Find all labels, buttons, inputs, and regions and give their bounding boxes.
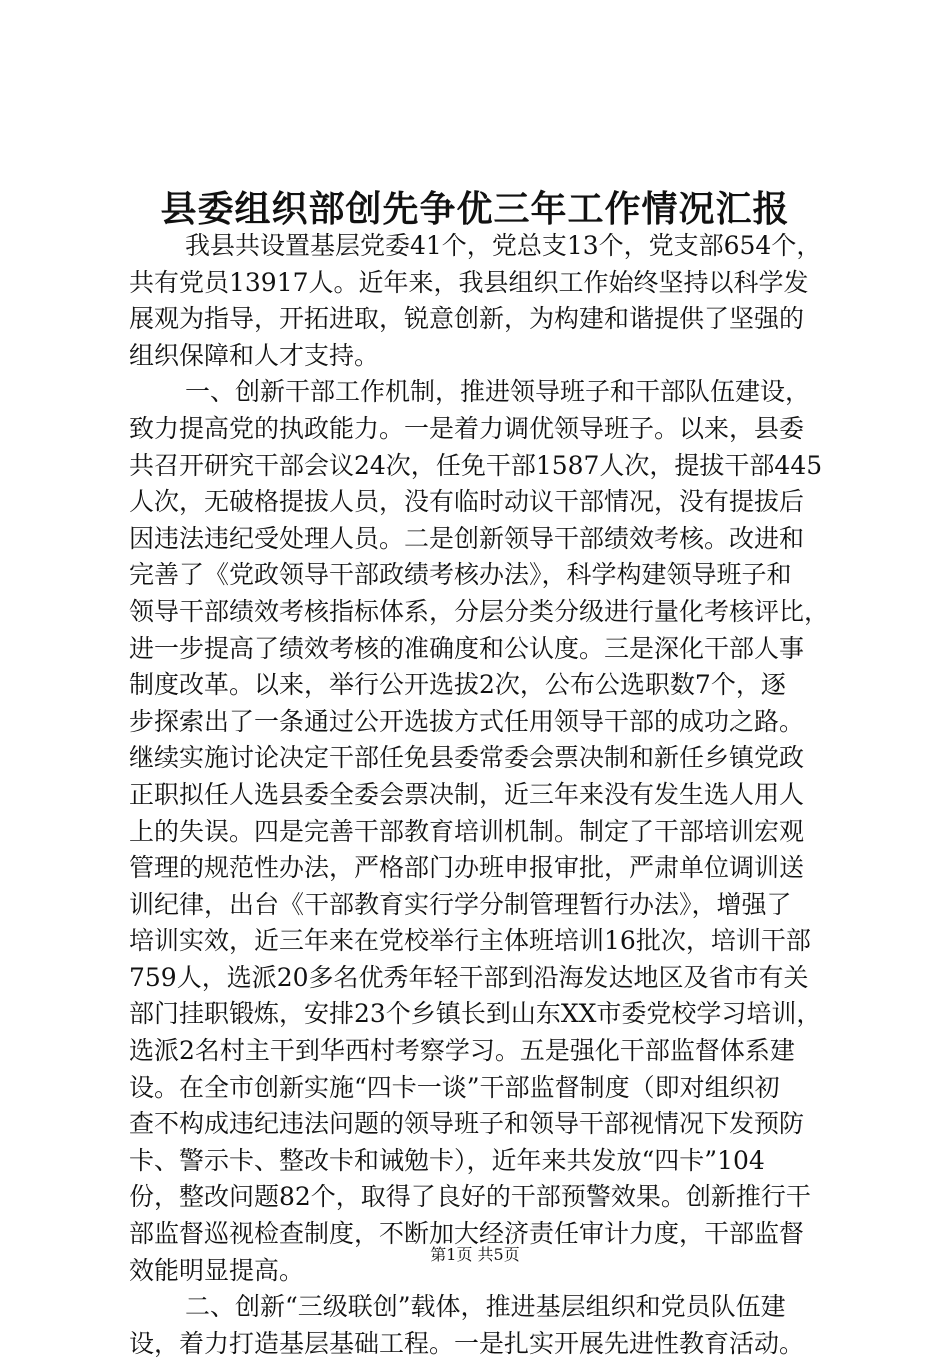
paragraph-line: 制度改革。以来，举行公开选拔2次，公布公选职数7个，逐 — [129, 670, 786, 700]
paragraph-line: 展观为指导，开拓进取，锐意创新，为构建和谐提供了坚强的 — [129, 304, 805, 334]
paragraph-line: 份，整改问题82个，取得了良好的干部预警效果。创新推行干 — [129, 1182, 811, 1212]
paragraph-line: 我县共设置基层党委41个，党总支13个，党支部654个， — [185, 231, 822, 260]
paragraph-line: 选派2名村主干到华西村考察学习。五是强化干部监督体系建 — [129, 1036, 795, 1066]
paragraph-line: 训纪律，出台《干部教育实行学分制管理暂行办法》，增强了 — [129, 889, 792, 919]
paragraph-line: 组织保障和人才支持。 — [129, 340, 380, 370]
paragraph-line: 上的失误。四是完善干部教育培训机制。制定了干部培训宏观 — [129, 816, 805, 846]
paragraph-line: 致力提高党的执政能力。一是着力调优领导班子。以来，县委 — [129, 413, 805, 443]
paragraph-line: 正职拟任人选县委全委会票决制，近三年来没有发生选人用人 — [129, 779, 805, 809]
paragraph-line: 因违法违纪受处理人员。二是创新领导干部绩效考核。改进和 — [129, 523, 805, 553]
paragraph-line: 二、创新“三级联创”载体，推进基层组织和党员队伍建 — [185, 1292, 786, 1322]
paragraph-line: 一、创新干部工作机制，推进领导班子和干部队伍建设， — [185, 377, 811, 407]
paragraph-line: 继续实施讨论决定干部任免县委常委会票决制和新任乡镇党政 — [129, 743, 805, 773]
paragraph-line: 卡、警示卡、整改卡和诫勉卡），近年来共发放“四卡”104 — [129, 1145, 765, 1175]
paragraph-line: 进一步提高了绩效考核的准确度和公认度。三是深化干部人事 — [129, 633, 805, 663]
paragraph-line: 完善了《党政领导干部政绩考核办法》，科学构建领导班子和 — [129, 560, 792, 590]
paragraph-line: 共召开研究干部会议24次，任免干部1587人次，提拔干部445 — [129, 450, 823, 480]
paragraph-line: 领导干部绩效考核指标体系，分层分类分级进行量化考核评比， — [129, 596, 829, 626]
paragraph-line: 效能明显提高。 — [129, 1255, 305, 1285]
paragraph-line: 设，着力打造基层基础工程。一是扎实开展先进性教育活动。 — [129, 1328, 805, 1358]
paragraph-line: 步探索出了一条通过公开选拔方式任用领导干部的成功之路。 — [129, 706, 805, 736]
page-number-footer: 第1页 共5页 — [430, 1245, 520, 1264]
paragraph-line: 人次，无破格提拔人员，没有临时动议干部情况，没有提拔后 — [129, 487, 805, 517]
paragraph-line: 部监督巡视检查制度，不断加大经济责任审计力度，干部监督 — [129, 1219, 805, 1249]
paragraph-line: 查不构成违纪违法问题的领导班子和领导干部视情况下发预防 — [129, 1109, 805, 1139]
paragraph-line: 设。在全市创新实施“四卡一谈”干部监督制度（即对组织初 — [129, 1072, 780, 1102]
paragraph-line: 部门挂职锻炼，安排23个乡镇长到山东XX市委党校学习培训， — [129, 999, 822, 1029]
paragraph-line: 管理的规范性办法，严格部门办班申报审批，严肃单位调训送 — [129, 853, 805, 883]
document-body — [129, 228, 829, 1362]
paragraph-line: 759人，选派20多名优秀年轻干部到沿海发达地区及省市有关 — [129, 962, 809, 992]
document-title: 县委组织部创先争优三年工作情况汇报 — [160, 188, 790, 230]
paragraph-line: 培训实效，近三年来在党校举行主体班培训16批次，培训干部 — [129, 926, 811, 956]
paragraph-line: 共有党员13917人。近年来，我县组织工作始终坚持以科学发 — [129, 267, 809, 297]
